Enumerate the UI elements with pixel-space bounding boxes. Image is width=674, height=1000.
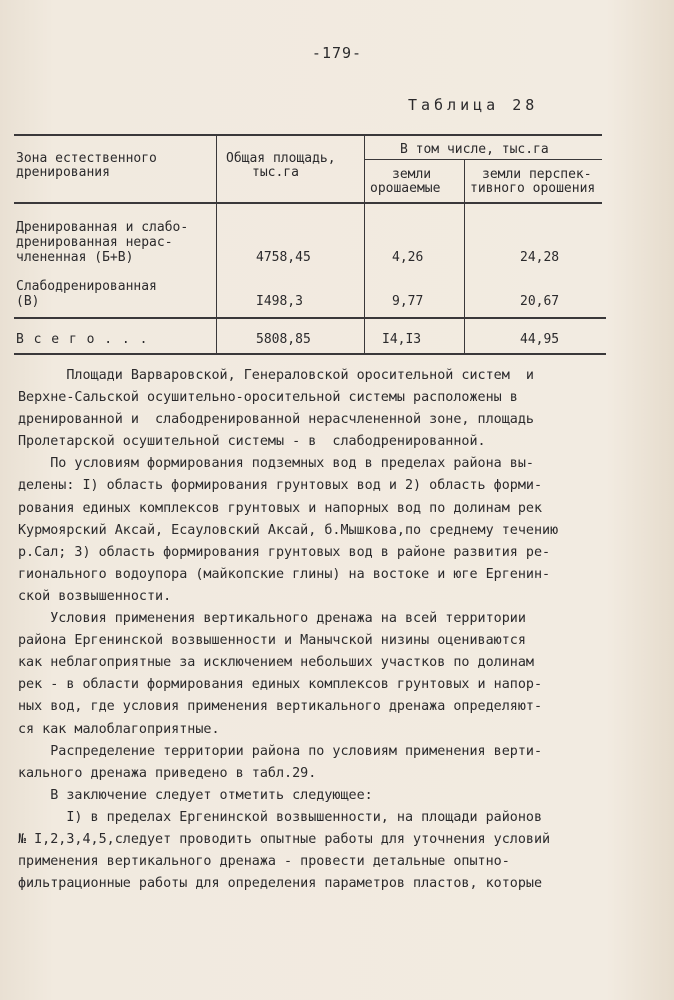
- text-line: как неблагоприятные за исключением небольших участков по долинам: [18, 655, 534, 671]
- table-subheader-rule: [364, 159, 602, 160]
- page-number: -179-: [311, 44, 363, 62]
- text-line: применения вертикального дренажа - провести детальные опытно-: [18, 854, 510, 870]
- text-line: фильтрационные работы для определения параметров пластов, которые: [18, 876, 543, 892]
- total-row-prospective: 44,95: [520, 332, 560, 347]
- text-line: ных вод, где условия применения вертикального дренажа определяют-: [18, 699, 543, 715]
- header-zone-line1: Зона естественного: [16, 151, 157, 166]
- text-line: Распределение территории района по условиям применения верти-: [18, 743, 543, 759]
- table-total-rule: [14, 317, 606, 319]
- table-bottom-rule: [14, 353, 606, 355]
- header-zone-line2: дренирования: [16, 165, 110, 180]
- row2-zone-line2: (В): [16, 294, 40, 309]
- text-line: р.Сал; 3) область формирования грунтовых вод в районе развития ре-: [18, 544, 551, 560]
- table-top-rule: [14, 134, 602, 136]
- table-vrule-3: [464, 159, 465, 355]
- row1-zone-line2: дренированная нерас-: [16, 235, 173, 250]
- row1-zone-line1: Дренированная и слабо-: [16, 220, 189, 235]
- text-line: рек - в области формирования единых комплексов грунтовых и напор-: [18, 677, 543, 693]
- total-row-irrigated: I4,I3: [382, 332, 422, 347]
- header-irrigated-line2: орошаемые: [370, 181, 441, 196]
- row2-prospective: 20,67: [520, 294, 560, 309]
- table-vrule-2: [364, 134, 365, 355]
- header-irrigated-line1: земли: [392, 167, 432, 182]
- row2-total: I498,3: [256, 294, 303, 309]
- text-line: Условия применения вертикального дренажа на всей территории: [18, 611, 526, 627]
- header-total-line2: тыс.га: [252, 165, 299, 180]
- text-line: дренированной и слабодренированной нерасчлененной зоне, площадь: [18, 412, 534, 428]
- text-line: Верхне-Сальской осушительно-оросительной системы расположены в: [18, 390, 518, 406]
- text-line: I) в пределах Ергенинской возвышенности, на площади районов: [18, 809, 543, 825]
- total-row-label: В с е г о . . .: [16, 332, 149, 347]
- text-line: кального дренажа приведено в табл.29.: [18, 765, 317, 781]
- header-prospective-line2: тивного орошения: [470, 181, 596, 196]
- text-line: Пролетарской осушительной системы - в слабодренированной.: [18, 434, 486, 450]
- text-line: района Ергенинской возвышенности и Манычской низины оцениваются: [18, 633, 526, 649]
- text-line: По условиям формирования подземных вод в пределах района вы-: [18, 456, 534, 472]
- table-vrule-1: [216, 134, 217, 355]
- text-line: ской возвышенности.: [18, 588, 172, 604]
- text-line: Курмоярский Аксай, Есауловский Аксай, б.Мышкова,по среднему течению: [18, 522, 559, 538]
- header-prospective-line1: земли перспек-: [482, 167, 592, 182]
- body-text: [18, 365, 618, 895]
- row1-irrigated: 4,26: [392, 250, 424, 265]
- row1-zone-line3: члененная (Б+В): [16, 250, 134, 265]
- table-caption: Таблица 28: [408, 96, 539, 114]
- text-line: гионального водоупора (майкопские глины) на востоке и юге Ергенин-: [18, 566, 551, 582]
- data-table: [14, 134, 606, 358]
- row2-irrigated: 9,77: [392, 294, 424, 309]
- text-line: делены: I) область формирования грунтовых вод и 2) область форми-: [18, 478, 543, 494]
- text-line: ся как малоблагоприятные.: [18, 721, 220, 737]
- total-row-total: 5808,85: [256, 332, 311, 347]
- header-total-line1: Общая площадь,: [226, 151, 336, 166]
- text-line: В заключение следует отметить следующее:: [18, 787, 373, 803]
- text-line: № I,2,3,4,5,следует проводить опытные работы для уточнения условий: [18, 831, 551, 847]
- row2-zone-line1: Слабодренированная: [16, 279, 157, 294]
- text-line: Площади Варваровской, Генераловской оросительной систем и: [18, 368, 534, 383]
- row1-prospective: 24,28: [520, 250, 560, 265]
- row1-total: 4758,45: [256, 250, 311, 265]
- header-including: В том числе, тыс.га: [400, 142, 549, 157]
- table-header-rule: [14, 202, 602, 204]
- text-line: рования единых комплексов грунтовых и напорных вод по долинам рек: [18, 500, 543, 516]
